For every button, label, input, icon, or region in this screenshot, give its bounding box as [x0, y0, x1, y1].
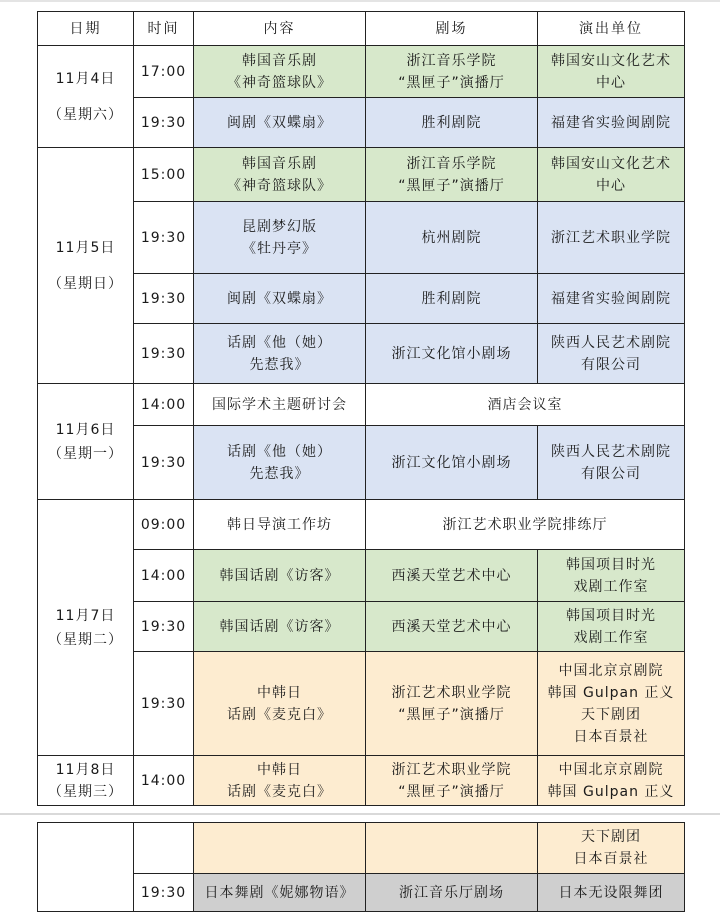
weekday-text: （星期六）	[48, 106, 123, 123]
content-cell: 日本舞剧《妮娜物语》	[194, 874, 366, 912]
content-cell: 中韩日 话剧《麦克白》	[194, 756, 366, 806]
content-cell: 中韩日 话剧《麦克白》	[194, 652, 366, 756]
company-cell: 韩国安山文化艺术 中心	[538, 46, 685, 98]
date-cell	[38, 384, 134, 500]
date-text: 11月6日	[55, 421, 116, 438]
content-cell: 韩日导演工作坊	[194, 500, 366, 550]
venue-merged-cell: 浙江艺术职业学院排练厅	[366, 500, 685, 550]
company-cell: 中国北京京剧院 韩国 Gulpan 正义	[538, 756, 685, 806]
venue-cell: 西溪天堂艺术中心	[366, 550, 538, 602]
time-cell: 14:00	[134, 384, 194, 426]
time-cell	[134, 823, 194, 874]
venue-merged-cell: 酒店会议室	[366, 384, 685, 426]
venue-cell: 胜利剧院	[366, 98, 538, 148]
company-cell: 天下剧团 日本百景社	[538, 823, 685, 874]
table-row	[38, 274, 685, 324]
schedule-table-continued	[37, 822, 685, 912]
table-row	[38, 202, 685, 274]
time-cell: 19:30	[134, 202, 194, 274]
content-cell: 韩国话剧《访客》	[194, 602, 366, 652]
venue-cell: 浙江音乐厅剧场	[366, 874, 538, 912]
table-header-row	[38, 12, 685, 46]
table-row	[38, 874, 685, 912]
date-cell	[38, 148, 134, 384]
table-row	[38, 98, 685, 148]
date-cell	[38, 46, 134, 148]
content-cell: 话剧《他（她） 先惹我》	[194, 324, 366, 384]
page-break-rule	[0, 813, 720, 815]
venue-cell: 西溪天堂艺术中心	[366, 602, 538, 652]
top-rule	[0, 0, 720, 2]
venue-cell: 浙江文化馆小剧场	[366, 324, 538, 384]
company-cell: 日本无设限舞团	[538, 874, 685, 912]
table-row	[38, 46, 685, 98]
schedule-table	[37, 11, 685, 806]
content-cell: 韩国音乐剧 《神奇篮球队》	[194, 148, 366, 202]
content-cell: 韩国音乐剧 《神奇篮球队》	[194, 46, 366, 98]
table-row	[38, 384, 685, 426]
table-row	[38, 823, 685, 874]
company-cell: 中国北京京剧院 韩国 Gulpan 正义 天下剧团 日本百景社	[538, 652, 685, 756]
venue-cell: 浙江音乐学院 “黑匣子”演播厅	[366, 46, 538, 98]
date-text: 11月8日	[55, 761, 116, 778]
content-cell: 话剧《他（她） 先惹我》	[194, 426, 366, 500]
company-cell: 福建省实验闽剧院	[538, 274, 685, 324]
venue-cell: 胜利剧院	[366, 274, 538, 324]
company-cell: 韩国项目时光 戏剧工作室	[538, 550, 685, 602]
table-row	[38, 148, 685, 202]
content-cell: 韩国话剧《访客》	[194, 550, 366, 602]
venue-cell: 浙江文化馆小剧场	[366, 426, 538, 500]
time-cell: 19:30	[134, 602, 194, 652]
table-row	[38, 652, 685, 756]
date-cell	[38, 823, 134, 912]
table-row	[38, 324, 685, 384]
weekday-text: （星期二）	[48, 631, 123, 648]
header-date: 日期	[38, 12, 134, 46]
time-cell: 19:30	[134, 426, 194, 500]
header-time: 时间	[134, 12, 194, 46]
company-cell: 福建省实验闽剧院	[538, 98, 685, 148]
company-cell: 陕西人民艺术剧院 有限公司	[538, 426, 685, 500]
date-text: 11月7日	[55, 607, 116, 624]
venue-cell: 浙江音乐学院 “黑匣子”演播厅	[366, 148, 538, 202]
time-cell: 19:30	[134, 274, 194, 324]
time-cell: 14:00	[134, 550, 194, 602]
venue-cell: 浙江艺术职业学院 “黑匣子”演播厅	[366, 756, 538, 806]
time-cell: 19:30	[134, 98, 194, 148]
company-cell: 陕西人民艺术剧院 有限公司	[538, 324, 685, 384]
company-cell: 韩国安山文化艺术 中心	[538, 148, 685, 202]
table-row	[38, 500, 685, 550]
content-cell: 闽剧《双蝶扇》	[194, 98, 366, 148]
weekday-text: （星期一）	[48, 445, 123, 462]
time-cell: 17:00	[134, 46, 194, 98]
date-text: 11月5日	[55, 239, 116, 256]
content-cell: 昆剧梦幻版 《牡丹亭》	[194, 202, 366, 274]
date-text: 11月4日	[55, 70, 116, 87]
table-row	[38, 602, 685, 652]
content-cell	[194, 823, 366, 874]
company-cell: 浙江艺术职业学院	[538, 202, 685, 274]
content-cell: 国际学术主题研讨会	[194, 384, 366, 426]
page-break	[0, 808, 720, 822]
header-venue: 剧场	[366, 12, 538, 46]
time-cell: 14:00	[134, 756, 194, 806]
date-cell	[38, 500, 134, 756]
content-cell: 闽剧《双蝶扇》	[194, 274, 366, 324]
header-content: 内容	[194, 12, 366, 46]
weekday-text: （星期三）	[48, 783, 123, 800]
venue-cell: 浙江艺术职业学院 “黑匣子”演播厅	[366, 652, 538, 756]
date-cell	[38, 756, 134, 806]
table-row	[38, 756, 685, 806]
company-cell: 韩国项目时光 戏剧工作室	[538, 602, 685, 652]
venue-cell: 杭州剧院	[366, 202, 538, 274]
header-company: 演出单位	[538, 12, 685, 46]
weekday-text: （星期日）	[48, 275, 123, 292]
time-cell: 19:30	[134, 652, 194, 756]
time-cell: 15:00	[134, 148, 194, 202]
table-row	[38, 426, 685, 500]
venue-cell	[366, 823, 538, 874]
time-cell: 09:00	[134, 500, 194, 550]
table-row	[38, 550, 685, 602]
time-cell: 19:30	[134, 874, 194, 912]
time-cell: 19:30	[134, 324, 194, 384]
